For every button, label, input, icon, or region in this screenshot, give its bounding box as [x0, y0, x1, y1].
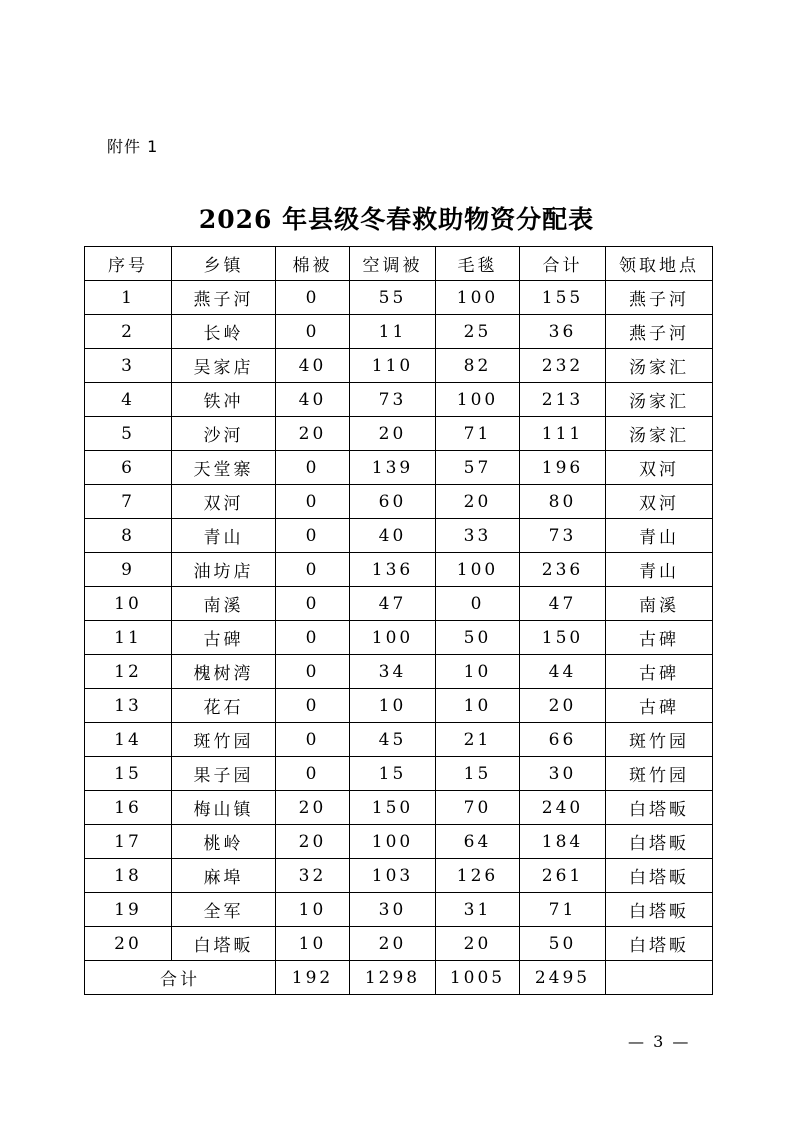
total-cotton-quilt: 192 [276, 961, 350, 995]
cell-blanket: 50 [436, 621, 520, 655]
cell-aircon-quilt: 34 [350, 655, 436, 689]
cell-aircon-quilt: 103 [350, 859, 436, 893]
cell-township: 果子园 [172, 757, 276, 791]
cell-cotton-quilt: 0 [276, 315, 350, 349]
cell-total: 20 [520, 689, 606, 723]
cell-blanket: 20 [436, 927, 520, 961]
cell-cotton-quilt: 0 [276, 723, 350, 757]
table-row [85, 383, 713, 417]
cell-pickup-location: 斑竹园 [606, 723, 713, 757]
cell-blanket: 15 [436, 757, 520, 791]
cell-total: 213 [520, 383, 606, 417]
cell-blanket: 100 [436, 383, 520, 417]
cell-serial: 8 [85, 519, 172, 553]
total-blanket: 1005 [436, 961, 520, 995]
cell-serial: 12 [85, 655, 172, 689]
cell-blanket: 57 [436, 451, 520, 485]
cell-cotton-quilt: 0 [276, 587, 350, 621]
cell-serial: 9 [85, 553, 172, 587]
total-location [606, 961, 713, 995]
cell-serial: 17 [85, 825, 172, 859]
header-township: 乡镇 [172, 247, 276, 281]
cell-pickup-location: 南溪 [606, 587, 713, 621]
cell-pickup-location: 双河 [606, 485, 713, 519]
cell-cotton-quilt: 10 [276, 927, 350, 961]
distribution-table [84, 246, 713, 995]
cell-pickup-location: 古碑 [606, 689, 713, 723]
cell-aircon-quilt: 150 [350, 791, 436, 825]
cell-cotton-quilt: 0 [276, 519, 350, 553]
cell-township: 古碑 [172, 621, 276, 655]
table-row [85, 859, 713, 893]
cell-aircon-quilt: 47 [350, 587, 436, 621]
cell-township: 沙河 [172, 417, 276, 451]
cell-aircon-quilt: 20 [350, 417, 436, 451]
table-header-row [85, 247, 713, 281]
cell-cotton-quilt: 32 [276, 859, 350, 893]
cell-cotton-quilt: 0 [276, 689, 350, 723]
cell-pickup-location: 白塔畈 [606, 791, 713, 825]
cell-township: 燕子河 [172, 281, 276, 315]
cell-township: 全军 [172, 893, 276, 927]
cell-township: 麻埠 [172, 859, 276, 893]
table-row [85, 315, 713, 349]
cell-pickup-location: 白塔畈 [606, 893, 713, 927]
table-body [85, 281, 713, 961]
cell-pickup-location: 古碑 [606, 655, 713, 689]
cell-township: 天堂寨 [172, 451, 276, 485]
cell-total: 150 [520, 621, 606, 655]
cell-serial: 10 [85, 587, 172, 621]
cell-blanket: 25 [436, 315, 520, 349]
table-row [85, 485, 713, 519]
cell-cotton-quilt: 0 [276, 281, 350, 315]
cell-blanket: 10 [436, 689, 520, 723]
cell-township: 白塔畈 [172, 927, 276, 961]
cell-total: 155 [520, 281, 606, 315]
cell-serial: 14 [85, 723, 172, 757]
cell-aircon-quilt: 139 [350, 451, 436, 485]
cell-cotton-quilt: 0 [276, 655, 350, 689]
cell-township: 南溪 [172, 587, 276, 621]
cell-total: 30 [520, 757, 606, 791]
cell-aircon-quilt: 11 [350, 315, 436, 349]
attachment-label: 附件 1 [107, 137, 159, 156]
cell-serial: 7 [85, 485, 172, 519]
cell-blanket: 0 [436, 587, 520, 621]
table-row [85, 553, 713, 587]
cell-serial: 2 [85, 315, 172, 349]
header-total: 合计 [520, 247, 606, 281]
cell-township: 油坊店 [172, 553, 276, 587]
cell-pickup-location: 汤家汇 [606, 383, 713, 417]
cell-pickup-location: 白塔畈 [606, 825, 713, 859]
table-row [85, 349, 713, 383]
cell-serial: 18 [85, 859, 172, 893]
cell-township: 铁冲 [172, 383, 276, 417]
cell-pickup-location: 斑竹园 [606, 757, 713, 791]
cell-pickup-location: 青山 [606, 519, 713, 553]
cell-cotton-quilt: 20 [276, 825, 350, 859]
cell-serial: 1 [85, 281, 172, 315]
table-row [85, 587, 713, 621]
table-row [85, 519, 713, 553]
cell-total: 66 [520, 723, 606, 757]
total-sum: 2495 [520, 961, 606, 995]
cell-serial: 4 [85, 383, 172, 417]
total-row [85, 961, 713, 995]
cell-total: 71 [520, 893, 606, 927]
cell-blanket: 126 [436, 859, 520, 893]
cell-serial: 3 [85, 349, 172, 383]
cell-aircon-quilt: 45 [350, 723, 436, 757]
cell-aircon-quilt: 10 [350, 689, 436, 723]
table-row [85, 689, 713, 723]
cell-pickup-location: 白塔畈 [606, 927, 713, 961]
document-title: 2026 年县级冬春救助物资分配表 [198, 205, 595, 234]
cell-aircon-quilt: 110 [350, 349, 436, 383]
cell-township: 斑竹园 [172, 723, 276, 757]
cell-blanket: 20 [436, 485, 520, 519]
table-row [85, 723, 713, 757]
header-blanket: 毛毯 [436, 247, 520, 281]
cell-pickup-location: 汤家汇 [606, 349, 713, 383]
cell-serial: 16 [85, 791, 172, 825]
cell-township: 吴家店 [172, 349, 276, 383]
cell-total: 36 [520, 315, 606, 349]
table-row [85, 417, 713, 451]
cell-pickup-location: 汤家汇 [606, 417, 713, 451]
table-row [85, 825, 713, 859]
cell-township: 花石 [172, 689, 276, 723]
cell-cotton-quilt: 0 [276, 621, 350, 655]
header-pickup-location: 领取地点 [606, 247, 713, 281]
cell-total: 50 [520, 927, 606, 961]
table-row [85, 927, 713, 961]
cell-aircon-quilt: 40 [350, 519, 436, 553]
cell-aircon-quilt: 55 [350, 281, 436, 315]
cell-aircon-quilt: 136 [350, 553, 436, 587]
table-row [85, 893, 713, 927]
cell-aircon-quilt: 60 [350, 485, 436, 519]
cell-total: 73 [520, 519, 606, 553]
cell-serial: 11 [85, 621, 172, 655]
table-row [85, 655, 713, 689]
cell-cotton-quilt: 0 [276, 451, 350, 485]
cell-blanket: 100 [436, 553, 520, 587]
cell-cotton-quilt: 20 [276, 791, 350, 825]
cell-total: 196 [520, 451, 606, 485]
cell-blanket: 33 [436, 519, 520, 553]
cell-cotton-quilt: 10 [276, 893, 350, 927]
cell-total: 236 [520, 553, 606, 587]
cell-township: 长岭 [172, 315, 276, 349]
cell-aircon-quilt: 100 [350, 825, 436, 859]
cell-township: 双河 [172, 485, 276, 519]
cell-blanket: 71 [436, 417, 520, 451]
cell-aircon-quilt: 100 [350, 621, 436, 655]
cell-pickup-location: 青山 [606, 553, 713, 587]
table-row [85, 451, 713, 485]
cell-cotton-quilt: 0 [276, 553, 350, 587]
cell-serial: 13 [85, 689, 172, 723]
total-label: 合计 [85, 961, 276, 995]
cell-township: 槐树湾 [172, 655, 276, 689]
cell-aircon-quilt: 20 [350, 927, 436, 961]
cell-cotton-quilt: 0 [276, 485, 350, 519]
table-row [85, 281, 713, 315]
cell-blanket: 82 [436, 349, 520, 383]
cell-serial: 15 [85, 757, 172, 791]
header-cotton-quilt: 棉被 [276, 247, 350, 281]
table-row [85, 757, 713, 791]
cell-cotton-quilt: 0 [276, 757, 350, 791]
page-number: — 3 — [628, 1032, 691, 1051]
cell-blanket: 31 [436, 893, 520, 927]
cell-blanket: 70 [436, 791, 520, 825]
cell-serial: 19 [85, 893, 172, 927]
cell-township: 青山 [172, 519, 276, 553]
cell-total: 44 [520, 655, 606, 689]
header-serial: 序号 [85, 247, 172, 281]
cell-total: 184 [520, 825, 606, 859]
cell-blanket: 100 [436, 281, 520, 315]
cell-serial: 20 [85, 927, 172, 961]
cell-pickup-location: 双河 [606, 451, 713, 485]
cell-pickup-location: 白塔畈 [606, 859, 713, 893]
cell-total: 47 [520, 587, 606, 621]
cell-pickup-location: 古碑 [606, 621, 713, 655]
header-aircon-quilt: 空调被 [350, 247, 436, 281]
cell-township: 梅山镇 [172, 791, 276, 825]
cell-serial: 6 [85, 451, 172, 485]
cell-pickup-location: 燕子河 [606, 281, 713, 315]
cell-total: 80 [520, 485, 606, 519]
cell-pickup-location: 燕子河 [606, 315, 713, 349]
cell-aircon-quilt: 15 [350, 757, 436, 791]
cell-total: 111 [520, 417, 606, 451]
table-row [85, 621, 713, 655]
cell-serial: 5 [85, 417, 172, 451]
cell-aircon-quilt: 30 [350, 893, 436, 927]
cell-aircon-quilt: 73 [350, 383, 436, 417]
total-aircon-quilt: 1298 [350, 961, 436, 995]
cell-cotton-quilt: 20 [276, 417, 350, 451]
cell-cotton-quilt: 40 [276, 383, 350, 417]
cell-total: 261 [520, 859, 606, 893]
cell-cotton-quilt: 40 [276, 349, 350, 383]
cell-total: 232 [520, 349, 606, 383]
cell-blanket: 21 [436, 723, 520, 757]
cell-township: 桃岭 [172, 825, 276, 859]
cell-blanket: 64 [436, 825, 520, 859]
cell-blanket: 10 [436, 655, 520, 689]
table-row [85, 791, 713, 825]
cell-total: 240 [520, 791, 606, 825]
